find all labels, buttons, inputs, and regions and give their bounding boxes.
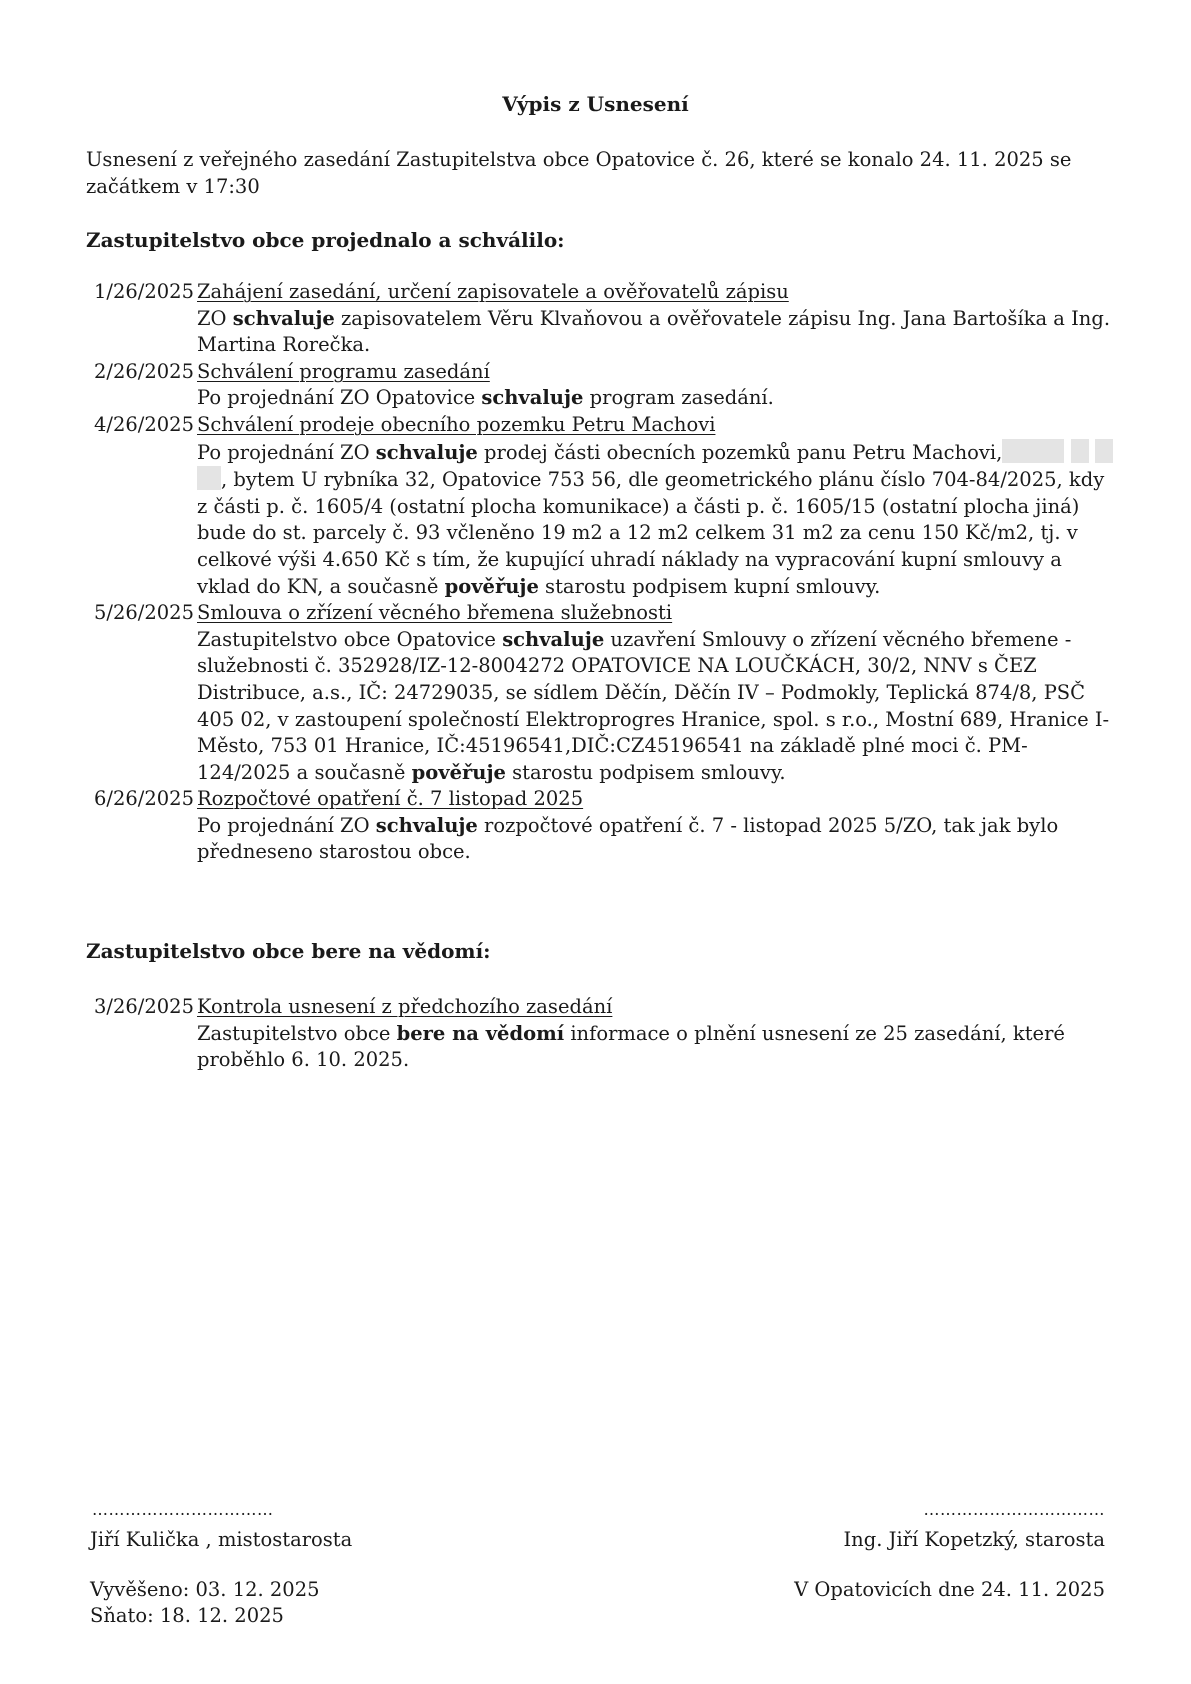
noted-heading: Zastupitelstvo obce bere na vědomí: — [86, 939, 491, 963]
resolution-number: 1/26/2025 — [94, 280, 194, 303]
resolution-text: Zastupitelstvo obce Opatovice schvaluje uzavření Smlouvy o zřízení věcného břemene - služebnosti č. 352928/IZ-12-8004272 OPATOVICE NA LOUČKÁCH, 30/2, NNV s ČEZ Distribuce, a.s., IČ: 24729035, se sídlem Děčín, Děčín IV – Podmokly, Teplická 874/8, PSČ 405 02, v zastoupení společností Elektroprogres Hranice, spol. s r.o., Mostní 689, Hranice I-Město, 753 01 Hranice, IČ:45196541,DIČ:CZ45196541 na základě plné moci č. PM-124/2025 a současně pověřuje starostu podpisem smlouvy. — [197, 627, 1110, 784]
signature-name-right: Ing. Jiří Kopetzký, starosta — [843, 1528, 1105, 1551]
resolution-item — [86, 412, 1116, 600]
redacted-block — [1071, 439, 1089, 463]
resolution-item — [86, 279, 1116, 359]
resolution-title: Rozpočtové opatření č. 7 listopad 2025 — [197, 787, 584, 811]
signature-name-left: Jiří Kulička , mistostarosta — [90, 1528, 353, 1551]
resolution-text: ZO schvaluje zapisovatelem Věru Klvaňovou a ověřovatele zápisu Ing. Jana Bartošíka a Ing. Martina Rorečka. — [197, 306, 1111, 357]
resolution-body — [194, 359, 1116, 412]
resolution-title: Smlouva o zřízení věcného břemena služebnosti — [197, 601, 673, 625]
redacted-block — [1002, 439, 1064, 463]
resolution-number: 4/26/2025 — [94, 412, 194, 436]
resolution-text: Po projednání ZO Opatovice schvaluje program zasedání. — [197, 386, 774, 410]
resolution-number: 5/26/2025 — [94, 601, 194, 625]
redacted-block — [197, 466, 221, 490]
resolution-number: 6/26/2025 — [94, 787, 194, 811]
resolution-number: 3/26/2025 — [94, 995, 194, 1018]
resolution-title: Kontrola usnesení z předchozího zasedání — [197, 995, 613, 1018]
resolution-title: Zahájení zasedání, určení zapisovatele a ověřovatelů zápisu — [197, 280, 789, 303]
intro-paragraph: Usnesení z veřejného zasedání Zastupitelstva obce Opatovice č. 26, které se konalo 24. 11. 2025 se začátkem v 17:30 — [86, 148, 1072, 198]
resolution-number: 2/26/2025 — [94, 359, 194, 383]
resolution-item — [86, 786, 1116, 866]
resolution-body — [194, 786, 1116, 866]
resolution-item — [86, 994, 1116, 1074]
removed-date: Sňato: 18. 12. 2025 — [90, 1604, 284, 1627]
resolution-item — [86, 600, 1116, 786]
resolution-title: Schválení programu zasedání — [197, 359, 490, 383]
posted-date: Vyvěšeno: 03. 12. 2025 — [90, 1578, 320, 1601]
resolution-text: Po projednání ZO schvaluje prodej části obecních pozemků panu Petru Machovi, , bytem U rybníka 32, Opatovice 753 56, dle geometrického plánu číslo 704-84/2025, kdy z části p. č. 1605/4 (ostatní plocha komunikace) a části p. č. 1605/15 (ostatní plocha jiná) bude do st. parcely č. 93 včleněno 19 m2 a 12 m2 celkem 31 m2 za cenu 150 Kč/m2, tj. v celkové výši 4.650 Kč s tím, že kupující uhradí náklady na vypracování kupní smlouvy a vklad do KN, a současně pověřuje starostu podpisem kupní smlouvy. — [197, 439, 1116, 601]
resolution-title: Schválení prodeje obecního pozemku Petru Machovi — [197, 412, 716, 436]
approved-heading: Zastupitelstvo obce projednalo a schválilo: — [86, 228, 565, 252]
document-title: Výpis z Usnesení — [502, 92, 689, 116]
resolution-body — [194, 994, 1116, 1074]
noted-resolutions — [86, 994, 1116, 1074]
resolution-text: Zastupitelstvo obce bere na vědomí informace o plnění usnesení ze 25 zasedání, které proběhlo 6. 10. 2025. — [197, 1021, 1065, 1072]
place-and-date: V Opatovicích dne 24. 11. 2025 — [794, 1578, 1105, 1601]
resolution-body — [194, 412, 1116, 600]
redacted-block — [1095, 439, 1113, 463]
resolution-text: Po projednání ZO schvaluje rozpočtové opatření č. 7 - listopad 2025 5/ZO, tak jak bylo předneseno starostou obce. — [197, 813, 1059, 864]
resolution-body — [194, 600, 1116, 786]
approved-resolutions — [86, 279, 1116, 866]
signature-line-left: …………………………… — [92, 1500, 274, 1519]
resolution-item — [86, 359, 1116, 412]
signature-line-right: …………………………… — [923, 1500, 1105, 1519]
resolution-body — [194, 279, 1116, 359]
